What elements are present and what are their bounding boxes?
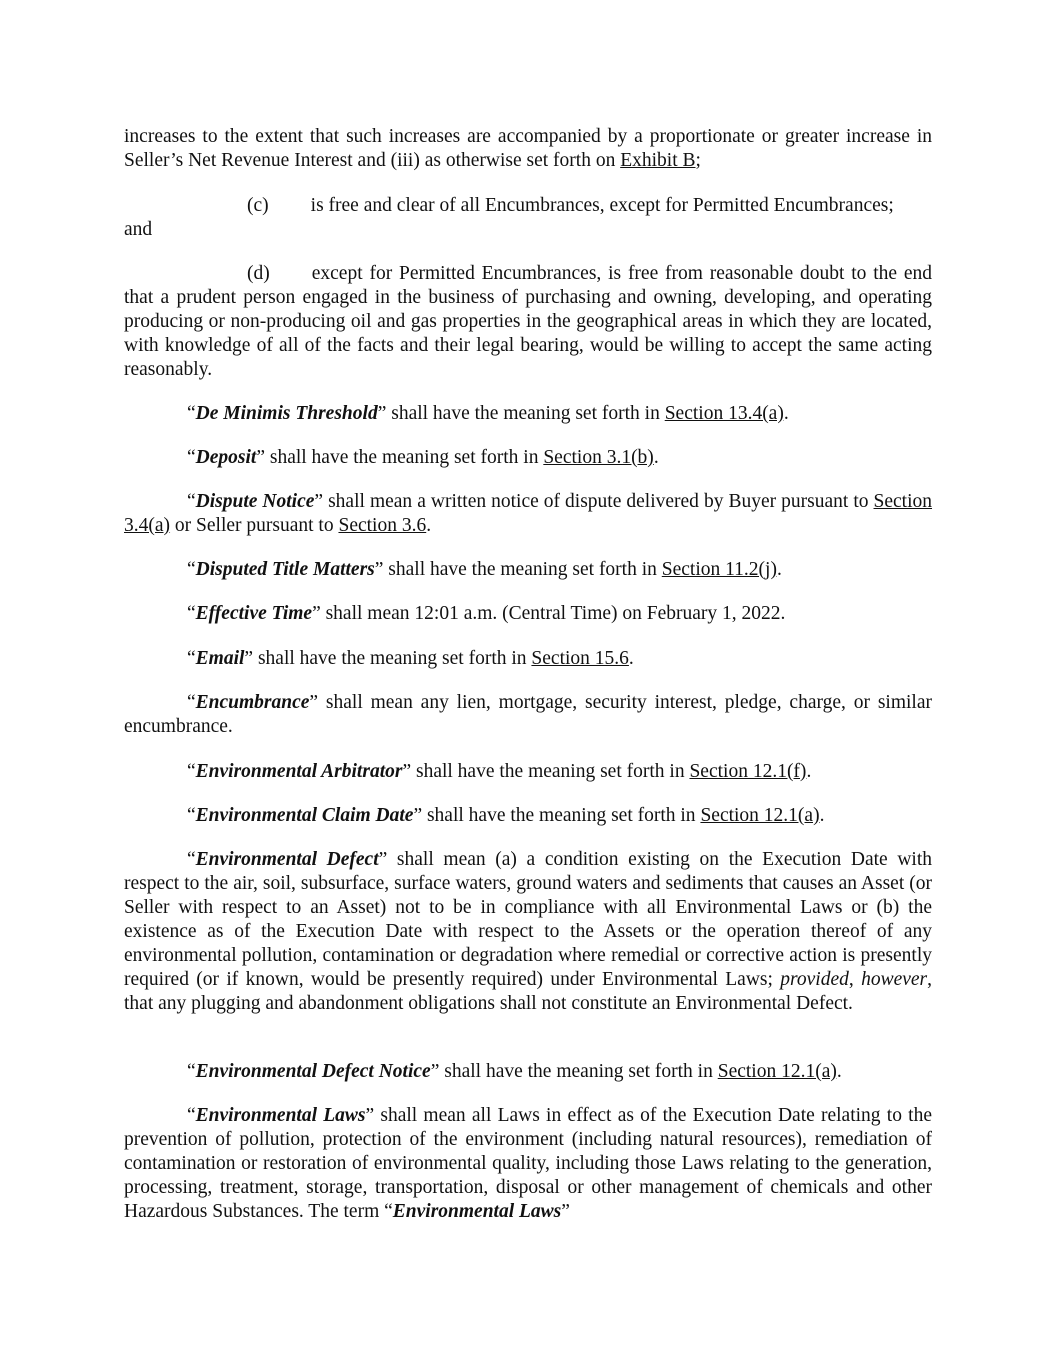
section-reference-link[interactable]: Section 12.1(f) (689, 761, 807, 782)
subparagraph-c-continuation: and (124, 219, 153, 240)
section-reference-link[interactable]: Section 3.4(a) (124, 491, 933, 536)
defined-term: Disputed Title Matters (195, 559, 375, 580)
defined-term: Environmental Defect Notice (195, 1061, 431, 1082)
paragraph-continuation: increases to the extent that such increases are accompanied by a proportionate or greater increase in Seller’s Net Revenue Interest and (iii) as otherwise set forth on Exhibit B; (124, 126, 932, 171)
definition-environmental-laws: “Environmental Laws” shall mean all Laws in effect as of the Execution Date relating to the prevention of pollution, protection of the environment (including natural resources), remediation of contamination or restoration of environmental quality, including those Laws relating to the generation, processing, treatment, storage, transportation, disposal or other management of chemicals and other Hazardous Substances. The term “Environmental Laws” (124, 1105, 932, 1222)
definition-email: “Email” shall have the meaning set forth in Section 15.6. (187, 648, 634, 669)
definition-deposit: “Deposit” shall have the meaning set forth in Section 3.1(b). (187, 447, 659, 468)
section-reference-link[interactable]: Section 12.1(a) (700, 805, 820, 826)
definition-environmental-defect-notice: “Environmental Defect Notice” shall have the meaning set forth in Section 12.1(a). (187, 1061, 842, 1082)
section-reference-link[interactable]: Section 15.6 (531, 648, 629, 669)
definition-environmental-arbitrator: “Environmental Arbitrator” shall have the meaning set forth in Section 12.1(f). (187, 761, 812, 782)
defined-term: Environmental Defect (195, 849, 379, 870)
defined-term: Email (195, 648, 245, 669)
defined-term: Environmental Laws (195, 1105, 366, 1126)
defined-term: De Minimis Threshold (195, 403, 378, 424)
defined-term: Environmental Claim Date (195, 805, 414, 826)
definition-disputed-title-matters: “Disputed Title Matters” shall have the meaning set forth in Section 11.2(j). (187, 559, 782, 580)
subparagraph-label-c: (c) (247, 195, 269, 216)
subparagraph-label-d: (d) (247, 263, 270, 284)
definition-environmental-defect: “Environmental Defect” shall mean (a) a condition existing on the Execution Date with respect to the air, soil, subsurface, surface waters, ground waters and sediments that causes an Asset (or Seller with respect to an Asset) not to be in compliance with all Environmental Laws or (b) the existence as of the Execution Date with respect to the Assets or the operation thereof of any environmental pollution, contamination or degradation where remedial or corrective action is presently required (or if known, would be presently required) under Environmental Laws; provided, however, that any plugging and abandonment obligations shall not constitute an Environmental Defect. (124, 849, 933, 1014)
subparagraph-c: (c) is free and clear of all Encumbrances, except for Permitted Encumbrances; (247, 195, 894, 216)
defined-term: Dispute Notice (195, 491, 315, 512)
definition-de-minimis-threshold: “De Minimis Threshold” shall have the meaning set forth in Section 13.4(a). (187, 403, 789, 424)
defined-term: Deposit (195, 447, 257, 468)
section-reference-link[interactable]: Section 12.1(a) (717, 1061, 837, 1082)
definition-environmental-claim-date: “Environmental Claim Date” shall have the meaning set forth in Section 12.1(a). (187, 805, 825, 826)
defined-term: Environmental Arbitrator (195, 761, 403, 782)
subparagraph-d: (d) except for Permitted Encumbrances, is free from reasonable doubt to the end that a prudent person engaged in the business of purchasing and owning, developing, and operating producing or non-producing oil and gas properties in the geographical areas in which they are located, with knowledge of all of the facts and their legal bearing, would be willing to accept the same acting reasonably. (124, 263, 932, 380)
exhibit-b-link[interactable]: Exhibit B (620, 150, 696, 171)
section-reference-link[interactable]: Section 3.1(b) (543, 447, 654, 468)
definition-effective-time: “Effective Time” shall mean 12:01 a.m. (Central Time) on February 1, 2022. (187, 603, 786, 624)
definition-encumbrance: “Encumbrance” shall mean any lien, mortgage, security interest, pledge, charge, or similar encumbrance. (124, 692, 932, 737)
definition-dispute-notice: “Dispute Notice” shall mean a written notice of dispute delivered by Buyer pursuant to Section 3.4(a) or Seller pursuant to Section 3.6. (124, 491, 933, 536)
defined-term-repeat: Environmental Laws (392, 1201, 562, 1222)
section-reference-link[interactable]: Section 3.6 (338, 515, 427, 536)
defined-term: Effective Time (195, 603, 313, 624)
section-reference-link[interactable]: Section 11.2(j) (661, 559, 777, 580)
section-reference-link[interactable]: Section 13.4(a) (664, 403, 784, 424)
defined-term: Encumbrance (195, 692, 310, 713)
